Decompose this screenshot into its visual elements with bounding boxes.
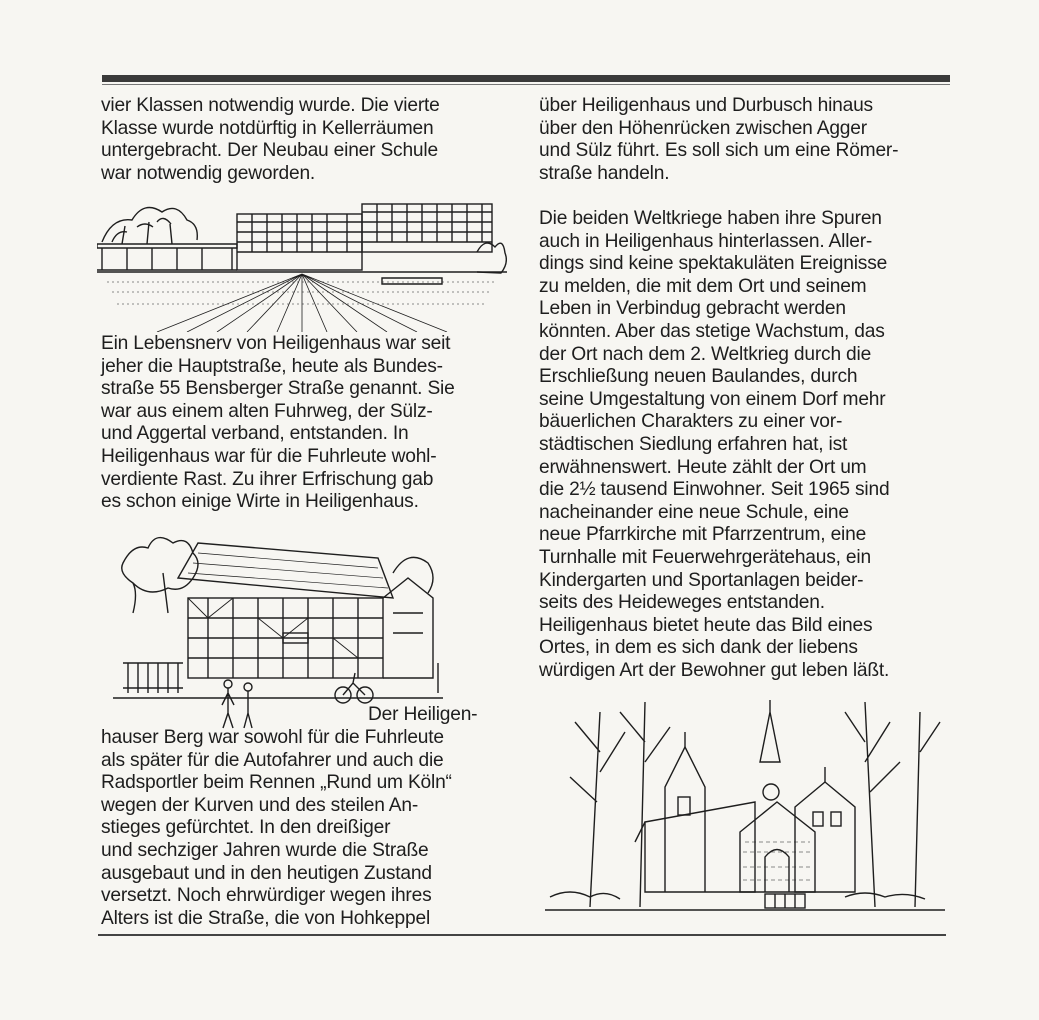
- left-paragraph-2: Ein Lebensnerv von Heiligenhaus war seit jeher die Hauptstraße, heute als Bundes- straße 55 Bensberger Straße genannt. Sie war aus einem alten Fuhrweg, der Sülz- und Aggertal verband, entstanden. In Heiligenhaus war für die Fuhrleute wohl- verdiente Rast. Zu ihrer Erfrischung gab es schon einige Wirte in Heiligenhaus.: [101, 333, 455, 513]
- bottom-divider: [98, 934, 946, 936]
- right-paragraph-2: Die beiden Weltkriege haben ihre Spuren auch in Heiligenhaus hinterlassen. Aller- dings sind keine spektakuläten Ereignisse zu melden, die mit dem Ort und seinem Leben in Verbindug gebracht werden könnten. Aber das stetige Wachstum, das der Ort nach dem 2. Weltkrieg durch die Erschließung neuen Baulandes, durch seine Umgestaltung von einem Dorf mehr bäuerlichen Charakters zu einer vor- städtischen Siedlung erfahren hat, ist erwähnenswert. Heute zählt der Ort um die 2½ tausend Einwohner. Seit 1965 sind nacheinander eine neue Schule, eine neue Pfarrkirche mit Pfarrzentrum, eine Turnhalle mit Feuerwehrgerätehaus, ein Kindergarten und Sportanlagen beider- seits des Heideweges entstanden. Heiligenhaus bietet heute das Bild eines Ortes, in dem es sich dank der liebens würdigen Art der Bewohner gut leben läßt.: [539, 208, 890, 681]
- chapel-with-trees-sketch-icon: [545, 692, 945, 922]
- inn-illustration: [103, 513, 443, 733]
- school-building-illustration: [97, 192, 507, 332]
- left-paragraph-1: vier Klassen notwendig wurde. Die vierte Klasse wurde notdürftig in Kellerräumen untergebracht. Der Neubau einer Schule war notwendig geworden.: [101, 95, 440, 184]
- top-divider: [102, 75, 950, 82]
- left-paragraph-3: hauser Berg war sowohl für die Fuhrleute als später für die Autofahrer und auch die Radsportler beim Rennen „Rund um Köln“ wegen der Kurven und des steilen An- stieges gefürchtet. In den dreißiger und sechziger Jahren wurde die Straße ausgebaut und in den heutigen Zustand versetzt. Noch ehrwürdiger wegen ihres Alters ist die Straße, die von Hohkeppel: [101, 727, 452, 929]
- church-illustration: [545, 692, 945, 922]
- right-paragraph-1: über Heiligenhaus und Durbusch hinaus über den Höhenrücken zwischen Agger und Sülz führt. Es soll sich um eine Römer- straße handeln.: [539, 95, 899, 184]
- half-timbered-inn-sketch-icon: [103, 513, 443, 733]
- school-building-sketch-icon: [97, 192, 507, 332]
- left-paragraph-3-lead: Der Heiligen-: [368, 704, 478, 725]
